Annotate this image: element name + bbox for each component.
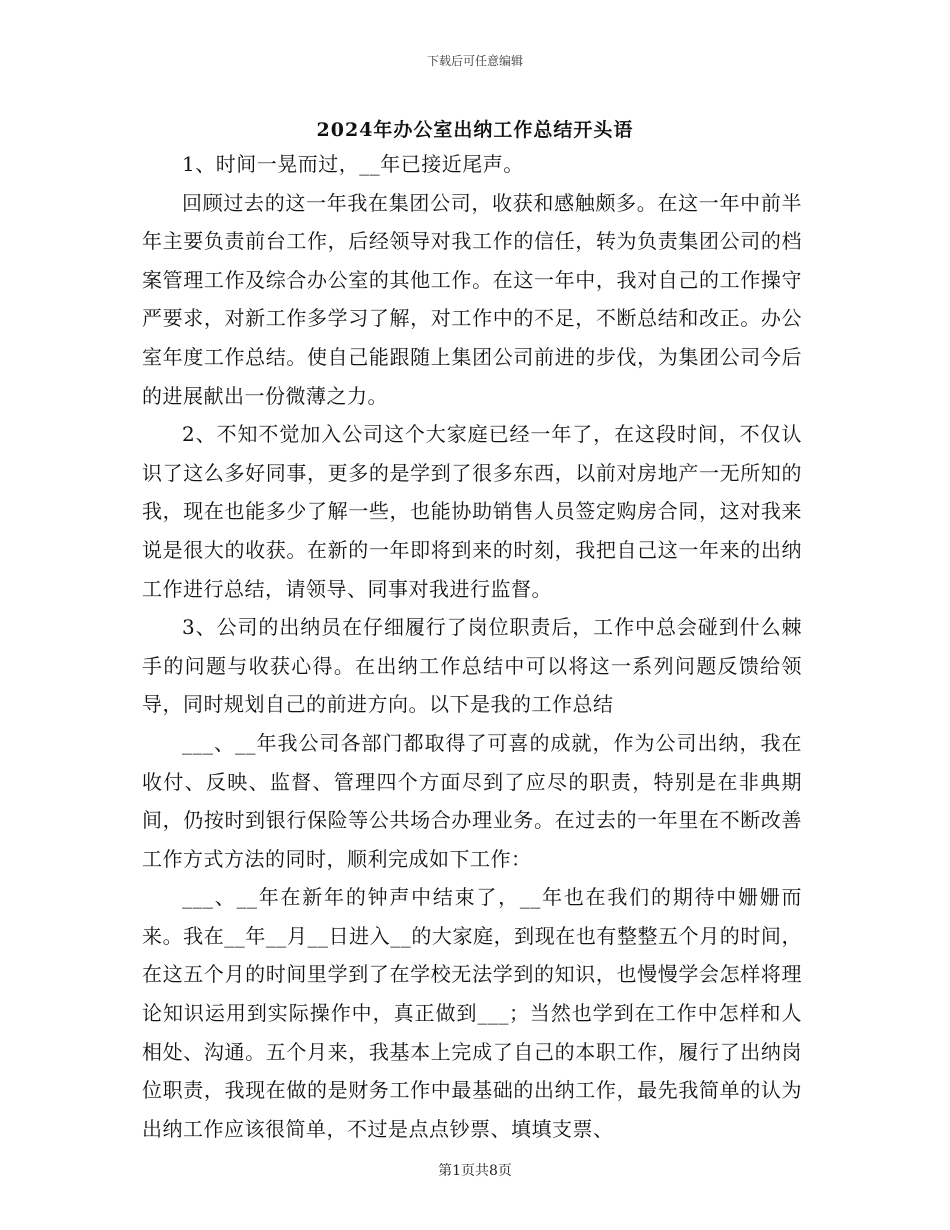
paragraph-5: ___、__年我公司各部门都取得了可喜的成就，作为公司出纳，我在收付、反映、监督、管理四个方面尽到了应尽的职责，特别是在非典期间，仍按时到银行保险等公共场合办理业务。在过去的一年里在不断改善工作方式方法的同时，顺利完成如下工作：: [142, 730, 802, 871]
paragraph-1: 1、时间一晃而过，__年已接近尾声。: [182, 152, 524, 176]
paragraph-6: ___、__年在新年的钟声中结束了，__年也在我们的期待中姗姗而来。我在__年__月__日进入__的大家庭，到现在也有整整五个月的时间，在这五个月的时间里学到了在学校无法学到的知识，也慢慢学会怎样将理论知识运用到实际操作中，真正做到___；当然也学到在工作中怎样和人相处、沟通。五个月来，我基本上完成了自己的本职工作，履行了出纳岗位职责，我现在做的是财务工作中最基础的出纳工作，最先我简单的认为出纳工作应该很简单，不过是点点钞票、填填支票、: [142, 885, 802, 1141]
document-body: [142, 145, 802, 1148]
header-note: 下载后可任意编辑: [426, 54, 523, 68]
document-title: 2024年办公室出纳工作总结开头语: [316, 119, 634, 141]
paragraph-2: 回顾过去的这一年我在集团公司，收获和感触颇多。在这一年中前半年主要负责前台工作，后经领导对我工作的信任，转为负责集团公司的档案管理工作及综合办公室的其他工作。在这一年中，我对自己的工作操守严要求，对新工作多学习了解，对工作中的不足，不断总结和改正。办公室年度工作总结。使自己能跟随上集团公司前进的步伐，为集团公司今后的进展献出一份微薄之力。: [142, 190, 802, 408]
paragraph-4: 3、公司的出纳员在仔细履行了岗位职责后，工作中总会碰到什么棘手的问题与收获心得。在出纳工作总结中可以将这一系列问题反馈给领导，同时规划自己的前进方向。以下是我的工作总结: [142, 615, 802, 717]
paragraph-3: 2、不知不觉加入公司这个大家庭已经一年了，在这段时间，不仅认识了这么多好同事，更多的是学到了很多东西，以前对房地产一无所知的我，现在也能多少了解一些，也能协助销售人员签定购房合同，这对我来说是很大的收获。在新的一年即将到来的时刻，我把自己这一年来的出纳工作进行总结，请领导、同事对我进行监督。: [142, 422, 802, 601]
page-indicator: 第1页共8页: [438, 1163, 512, 1179]
